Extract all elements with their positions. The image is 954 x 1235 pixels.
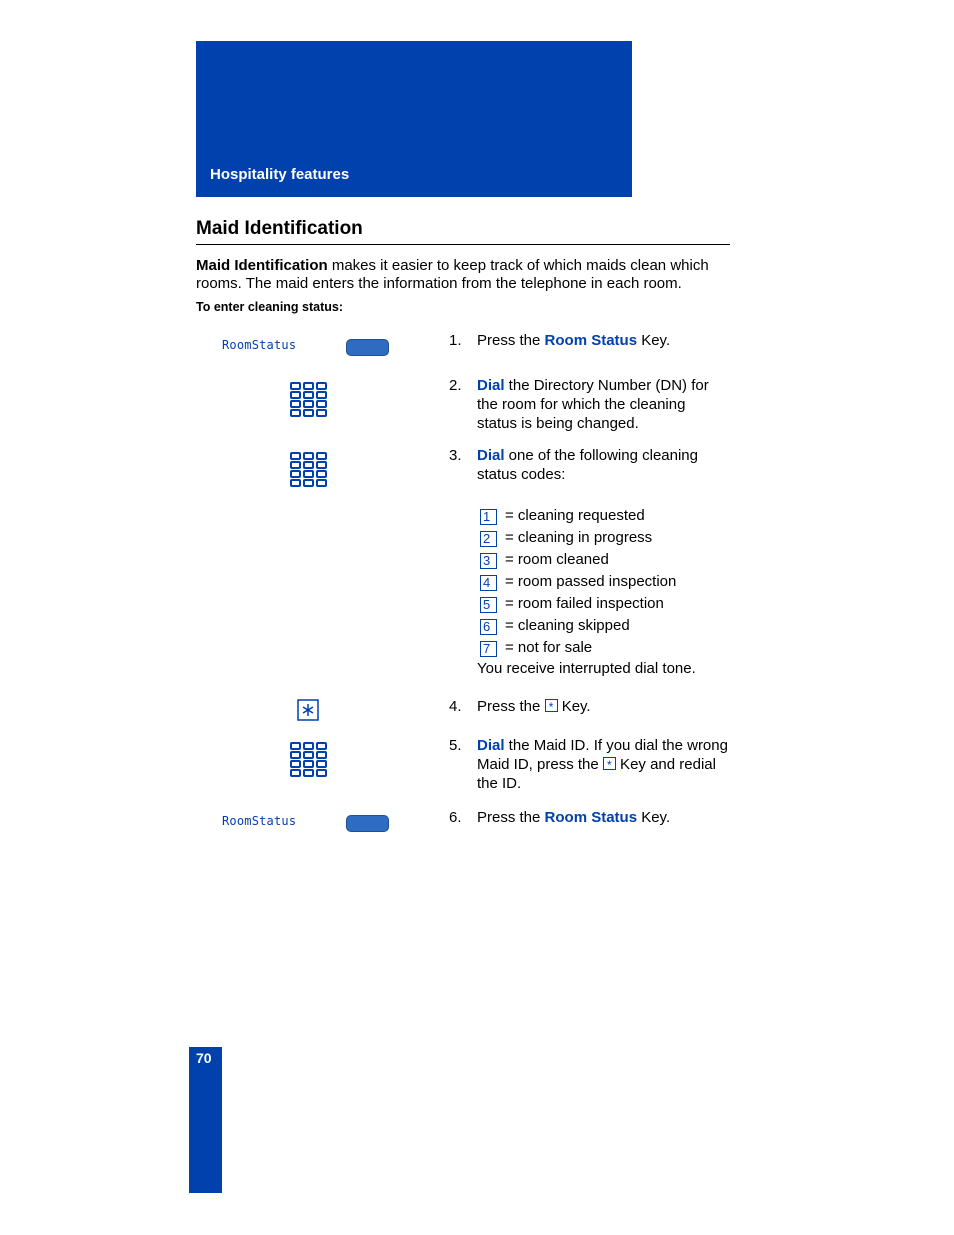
- digit-key-icon: 7: [480, 641, 497, 657]
- dialpad-icon: [289, 741, 329, 781]
- step-text: Dial the Directory Number (DN) for the room for which the cleaning status is being changed.: [477, 377, 709, 432]
- dialpad-icon: [289, 381, 329, 421]
- section-title: Maid Identification: [196, 218, 363, 239]
- dial-ref: Dial: [477, 377, 505, 394]
- digit-key-icon: 4: [480, 575, 497, 591]
- softkey-label-roomstatus-2: RoomStatus: [222, 814, 297, 828]
- header-banner: [196, 41, 632, 197]
- section-divider: [196, 244, 730, 245]
- step-number: 1.: [449, 332, 462, 349]
- page-number-tab: [189, 1047, 222, 1193]
- softkey-button-2[interactable]: [346, 815, 389, 832]
- digit-key-icon: 6: [480, 619, 497, 635]
- intro-paragraph: [196, 257, 730, 293]
- intro-bold-term: Maid Identification: [196, 257, 328, 274]
- digit-key-icon: 5: [480, 597, 497, 613]
- softkey-button-1[interactable]: [346, 339, 389, 356]
- step-text: Press the * Key.: [477, 697, 729, 716]
- step-text: Press the Room Status Key.: [477, 809, 671, 826]
- chapter-title: Hospitality features: [210, 166, 350, 183]
- page-number: 70: [196, 1050, 212, 1066]
- dial-tone-note: You receive interrupted dial tone.: [477, 660, 696, 677]
- dial-ref: Dial: [477, 447, 505, 464]
- softkey-label-roomstatus-1: RoomStatus: [222, 338, 297, 352]
- digit-key-icon: 1: [480, 509, 497, 525]
- digit-key-icon: 3: [480, 553, 497, 569]
- step-text: Dial one of the following cleaning status codes:: [477, 447, 698, 483]
- step-number: 5.: [449, 737, 462, 754]
- room-status-key-ref: Room Status: [544, 332, 638, 349]
- step-number: 4.: [449, 698, 462, 715]
- digit-key-icon: 2: [480, 531, 497, 547]
- star-key-icon: [603, 757, 616, 770]
- star-key-icon: [297, 699, 319, 721]
- step-number: 3.: [449, 447, 462, 464]
- star-key-icon: [545, 699, 558, 712]
- dial-ref: Dial: [477, 737, 505, 754]
- step-number: 6.: [449, 809, 462, 826]
- room-status-key-ref: Room Status: [544, 809, 638, 826]
- step-text: Dial the Maid ID. If you dial the wrong Maid ID, press the * Key and redial the ID.: [477, 736, 729, 793]
- intro-text: makes it easier to keep track of which maids clean which rooms. The maid enters the information from the telephone in each room.: [196, 257, 709, 292]
- procedure-subhead: To enter cleaning status:: [196, 300, 344, 314]
- step-text: Press the Room Status Key.: [477, 332, 671, 349]
- dialpad-icon: [289, 451, 329, 491]
- step-number: 2.: [449, 377, 462, 394]
